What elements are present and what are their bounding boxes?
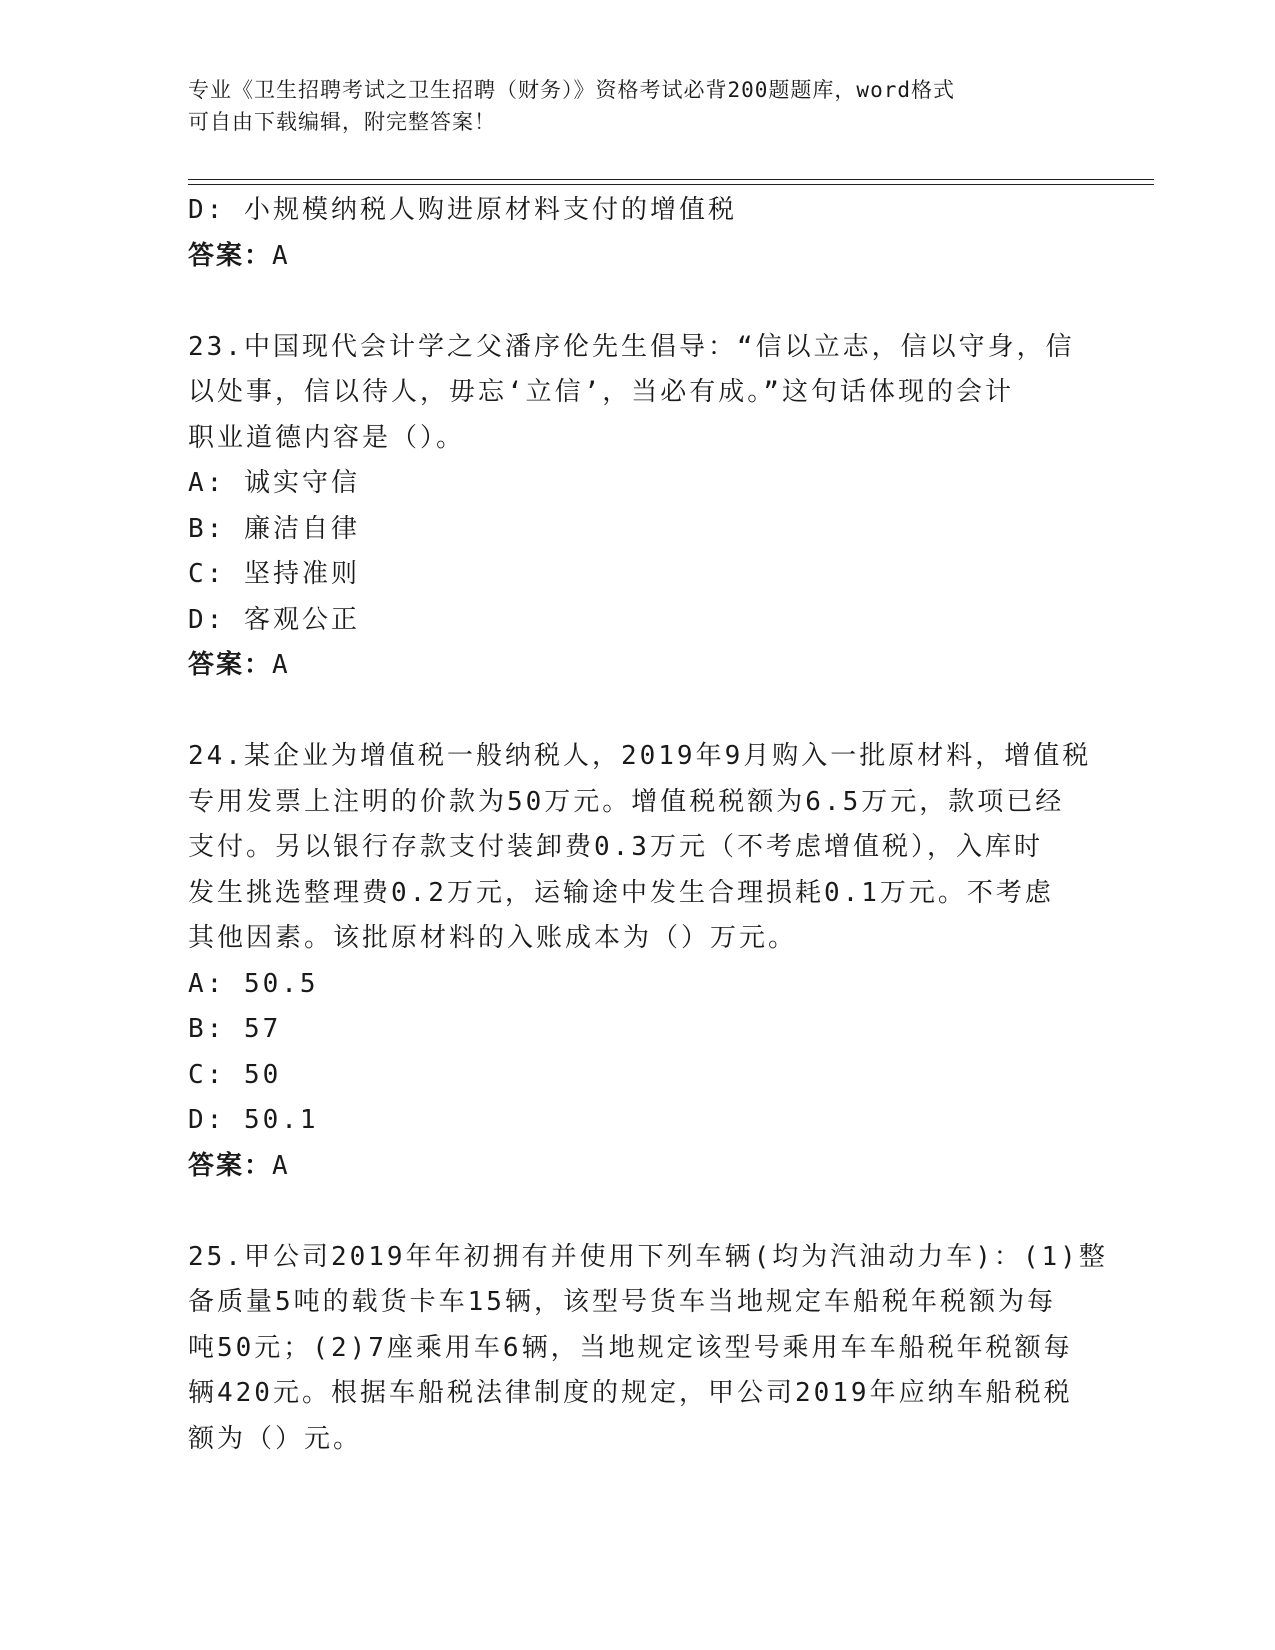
- q25-stem-line-1: 25.甲公司2019年年初拥有并使用下列车辆(均为汽油动力车)：(1)整: [188, 1241, 1108, 1272]
- document-header: [188, 74, 1068, 138]
- header-line-2: 可自由下载编辑，附完整答案！: [188, 110, 496, 134]
- q25-stem-line-2: 备质量5吨的载货卡车15辆，该型号货车当地规定车船税年税额为每: [188, 1287, 1056, 1317]
- q24-stem-line-5: 其他因素。该批原材料的入账成本为（）万元。: [188, 923, 798, 953]
- question-25: [188, 1235, 1108, 1463]
- q23-stem-line-2: 以处事，信以待人，毋忘‘立信’，当必有成。”这句话体现的会计: [188, 377, 1014, 407]
- q23-stem-line-1: 23.中国现代会计学之父潘序伦先生倡导：“信以立志，信以守身，信: [188, 331, 1075, 362]
- q24-option-d: D: 50.1: [188, 1105, 319, 1135]
- q23-option-d: D: 客观公正: [188, 604, 360, 635]
- q24-stem-line-4: 发生挑选整理费0.2万元，运输途中发生合理损耗0.1万元。不考虑: [188, 877, 1054, 908]
- header-divider-thick: [188, 179, 1154, 180]
- answer-label: 答案：: [188, 1150, 273, 1181]
- q24-option-b: B: 57: [188, 1014, 282, 1044]
- q24-stem-line-1: 24.某企业为增值税一般纳税人，2019年9月购入一批原材料，增值税: [188, 741, 1092, 771]
- header-divider-thin: [188, 184, 1154, 185]
- q23-stem-line-3: 职业道德内容是（）。: [188, 422, 466, 453]
- spacer: [188, 689, 1088, 735]
- question-24: [188, 734, 1092, 1189]
- q24-option-a: A: 50.5: [188, 968, 319, 999]
- spacer: [188, 279, 1088, 325]
- q24-option-c: C: 50: [188, 1059, 282, 1090]
- answer-label: 答案：: [188, 650, 273, 680]
- q22-answer: [188, 234, 1088, 280]
- q25-stem-line-3: 吨50元；(2)7座乘用车6辆，当地规定该型号乘用车车船税年税额每: [188, 1332, 1073, 1363]
- q24-stem-line-2: 专用发票上注明的价款为50万元。增值税税额为6.5万元，款项已经: [188, 786, 1065, 817]
- answer-value: A: [272, 650, 290, 680]
- q23-answer: [188, 643, 1088, 689]
- q24-stem-line-3: 支付。另以银行存款支付装卸费0.3万元（不考虑增值税），入库时: [188, 832, 1043, 862]
- answer-label: 答案：: [188, 240, 273, 271]
- answer-value: A: [272, 1150, 290, 1181]
- q24-answer: [188, 1144, 1088, 1190]
- header-line-1: 专业《卫生招聘考试之卫生招聘（财务）》资格考试必背200题题库，word格式: [188, 78, 955, 102]
- q23-option-a: A: 诚实守信: [188, 468, 360, 498]
- q25-stem-line-5: 额为（）元。: [188, 1423, 363, 1454]
- answer-value: A: [272, 240, 290, 271]
- question-23: [188, 325, 1088, 689]
- q25-stem-line-4: 辆420元。根据车船税法律制度的规定，甲公司2019年应纳车船税税: [188, 1378, 1073, 1408]
- q22-option-d: D: 小规模纳税人购进原材料支付的增值税: [188, 195, 737, 225]
- spacer: [188, 1189, 1088, 1235]
- question-content: [188, 188, 1108, 1462]
- q23-option-b: B: 廉洁自律: [188, 513, 360, 544]
- q23-option-c: C: 坚持准则: [188, 559, 360, 589]
